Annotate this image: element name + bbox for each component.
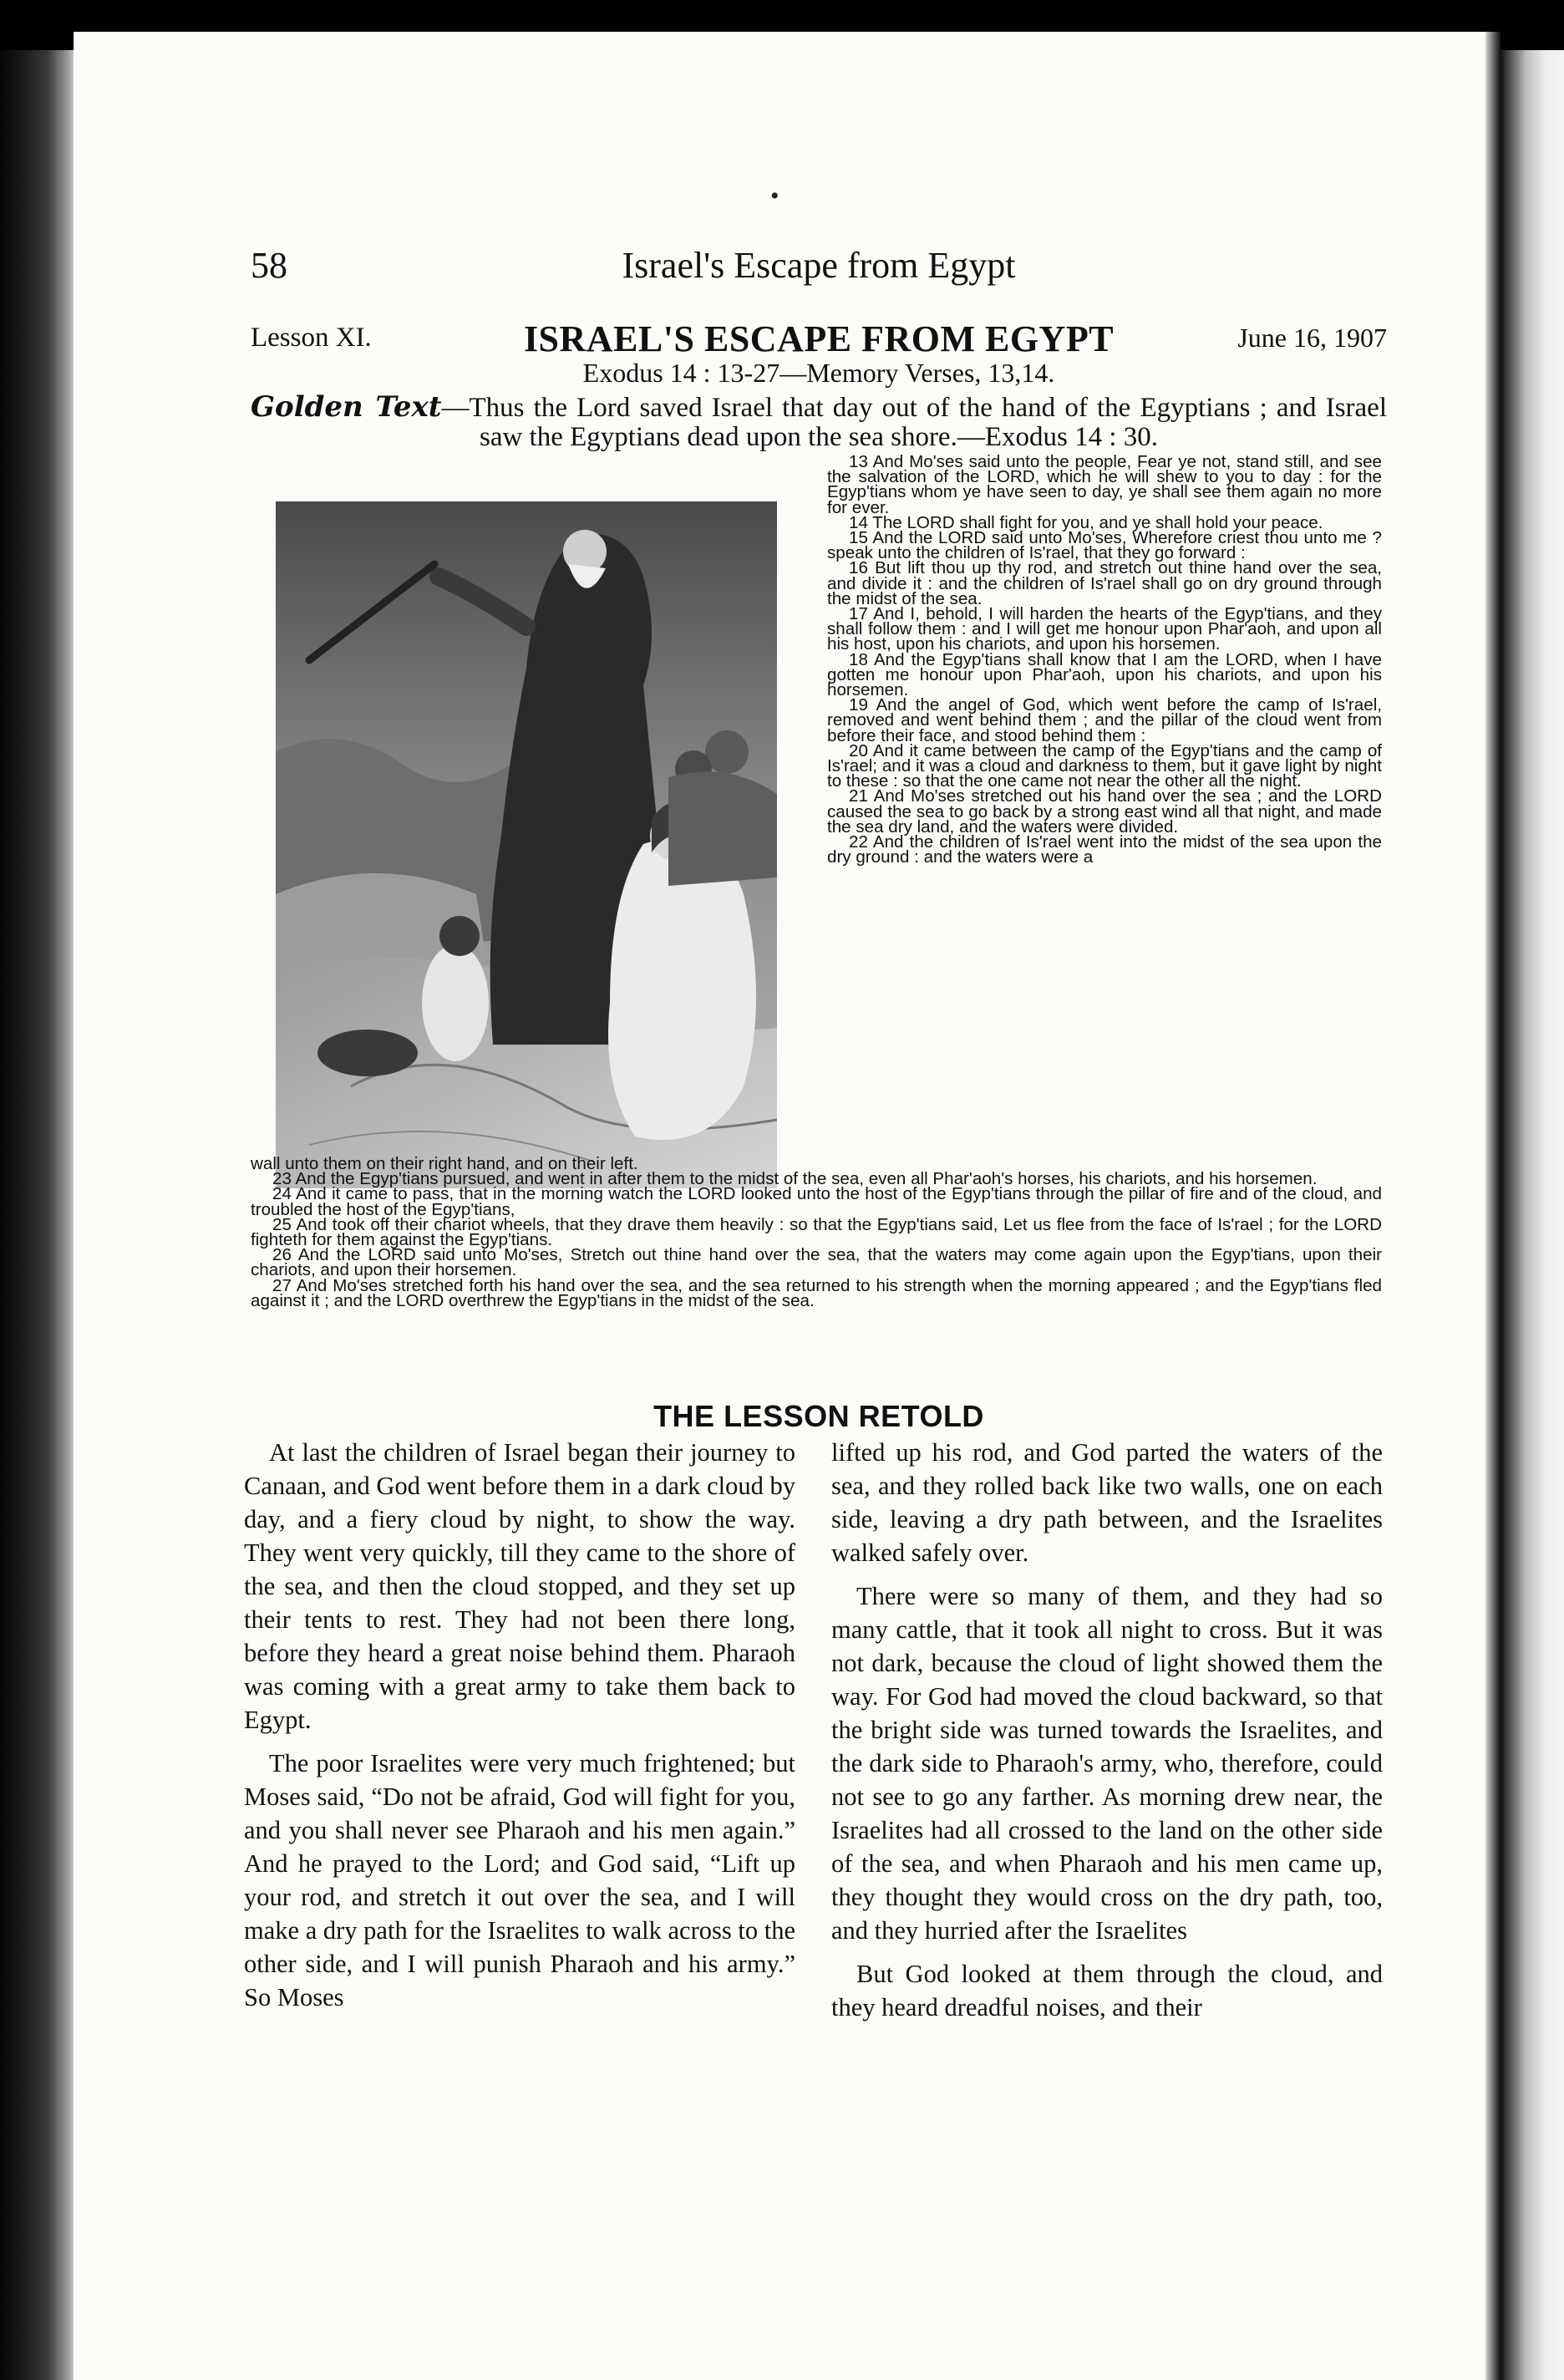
lesson-number: Lesson XI. — [251, 323, 372, 353]
printer-ornament: • — [770, 182, 779, 210]
retold-paragraph: But God looked at them through the cloud, and they heard dreadful noises, and their — [831, 1960, 1383, 2021]
adjacent-page-edge — [1501, 50, 1564, 2380]
lesson-date: June 16, 1907 — [1237, 323, 1387, 353]
scripture-verse: 27 And Mo'ses stretched forth his hand over the sea, and the sea returned to his strength when the morning appeared ; and the Egyp'tians fled against it ; and the LORD overthrew the Egyp'tians in the midst of the sea. — [251, 1275, 1382, 1310]
scripture-verse: 14 The LORD shall fight for you, and ye shall hold your peace. — [849, 512, 1323, 532]
retold-left-column — [244, 1436, 795, 2024]
moses-illustration — [276, 501, 777, 1188]
scripture-verses-column — [827, 452, 1382, 867]
scripture-verse: 20 And it came between the camp of the Egyp'tians and the camp of Is'rael; and it was a cloud and darkness to them, but it gave light by night to these : so that the one came not near the other all the night. — [827, 740, 1382, 791]
golden-text-label: Golden Text — [251, 390, 442, 424]
scripture-reference: Exodus 14 : 13-27—Memory Verses, 13,14. — [582, 358, 1055, 388]
scripture-verse: 16 But lift thou up thy rod, and stretch out thine hand over the sea, and divide it : and the children of Is'rael shall go on dry ground through the midst of the sea. — [827, 558, 1382, 608]
scripture-verse: 24 And it came to pass, that in the morning watch the LORD looked unto the host of the Egyp'tians through the pillar of fire and of the cloud, and troubled the host of the Egyp'tians, — [251, 1184, 1382, 1219]
lesson-title: ISRAEL'S ESCAPE FROM EGYPT — [523, 318, 1115, 359]
scripture-verses-full-width — [251, 1154, 1382, 1310]
running-title: Israel's Escape from Egypt — [622, 245, 1016, 286]
book-binding-edge — [0, 50, 77, 2380]
scripture-verse: 17 And I, behold, I will harden the hearts of the Egyp'tians, and they shall follow them : and I will get me honour upon Phar'aoh, and upon all his host, upon his chariots, and upon his horsemen. — [827, 604, 1382, 654]
scripture-verse: 22 And the children of Is'rael went into the midst of the sea upon the dry ground : and the waters were a — [827, 832, 1382, 867]
scripture-verse: 15 And the LORD said unto Mo'ses, Wherefore criest thou unto me ? speak unto the children of Is'rael, that they go forward : — [827, 528, 1382, 563]
lesson-retold-heading: THE LESSON RETOLD — [653, 1399, 984, 1433]
retold-paragraph: The poor Israelites were very much frightened; but Moses said, “Do not be afraid, God will fight for you, and you shall never see Pharaoh and his men again.” And he prayed to the Lord; and God said, “Lift up your rod, and stretch it out over the sea, and I will make a dry path for the Israelites to walk across to the other side, and I will punish Pharaoh and his army.” So Moses — [244, 1749, 795, 2011]
scripture-verse: 23 And the Egyp'tians pursued, and went in after them to the midst of the sea, even all Phar'aoh's horses, his chariots, and his horsemen. — [272, 1169, 1318, 1189]
lesson-header — [251, 318, 1387, 359]
retold-paragraph: At last the children of Israel began their journey to Canaan, and God went before them in a dark cloud by day, and a fiery cloud by night, to show the way. They went very quickly, till they came to the shore of the sea, and then the cloud stopped, and they set up their tents to rest. They had not been there long, before they heard a great noise behind them. Pharaoh was coming with a great army to take them back to Egypt. — [244, 1438, 795, 1734]
scripture-verse: 21 And Mo'ses stretched out his hand over the sea ; and the LORD caused the sea to go back by a strong east wind all that night, and made the sea dry land, and the waters were divided. — [827, 786, 1382, 837]
scripture-verse: 26 And the LORD said unto Mo'ses, Stretch out thine hand over the sea, that the waters may come again upon the Egyp'tians, upon their chariots, and upon their horsemen. — [251, 1245, 1382, 1280]
retold-paragraph: There were so many of them, and they had so many cattle, that it took all night to cross. But it was not dark, because the cloud of light showed them the way. For God had moved the cloud backward, so that the bright side was turned towards the Israelites, and the dark side to Pharaoh's army, who, therefore, could not see to go any farther. As morning drew near, the Israelites had all crossed to the land on the other side of the sea, and when Pharaoh and his men came up, they thought they would cross on the dry path, too, and they hurried after the Israelites — [831, 1582, 1383, 1945]
scripture-verse: 25 And took off their chariot wheels, that they drave them heavily : so that the Egyp'tians said, Let us flee from the face of Is'rael ; for the LORD fighteth for them against the Egyp'tians. — [251, 1214, 1382, 1250]
scripture-verse: 13 And Mo'ses said unto the people, Fear ye not, stand still, and see the salvation of the LORD, which he will shew to you to day : for the Egyp'tians whom ye have seen to day, ye shall see them again no more for ever. — [827, 452, 1382, 517]
page-gutter-shadow — [1485, 32, 1501, 2380]
scripture-verse: 19 And the angel of God, which went before the camp of Is'rael, removed and went behind them ; and the pillar of the cloud went from before their face, and stood behind them : — [827, 695, 1382, 745]
scripture-verse: wall unto them on their right hand, and on their left. — [251, 1154, 638, 1173]
scripture-verse: 18 And the Egyp'tians shall know that I am the LORD, when I have gotten me honour upon Phar'aoh, upon his chariots, and upon his horsemen. — [827, 649, 1382, 700]
page-number: 58 — [251, 245, 287, 286]
retold-right-column — [831, 1436, 1383, 2034]
golden-text-body: —Thus the Lord saved Israel that day out of the hand of the Egyptians ; and Israel saw the Egyptians dead upon the sea shore.—Exodus 14 : 30. — [441, 393, 1387, 452]
golden-text — [251, 390, 1387, 452]
running-head — [251, 244, 1387, 294]
retold-paragraph: lifted up his rod, and God parted the waters of the sea, and they rolled back like two walls, one on each side, leaving a dry path between, and the Israelites walked safely over. — [831, 1438, 1383, 1567]
